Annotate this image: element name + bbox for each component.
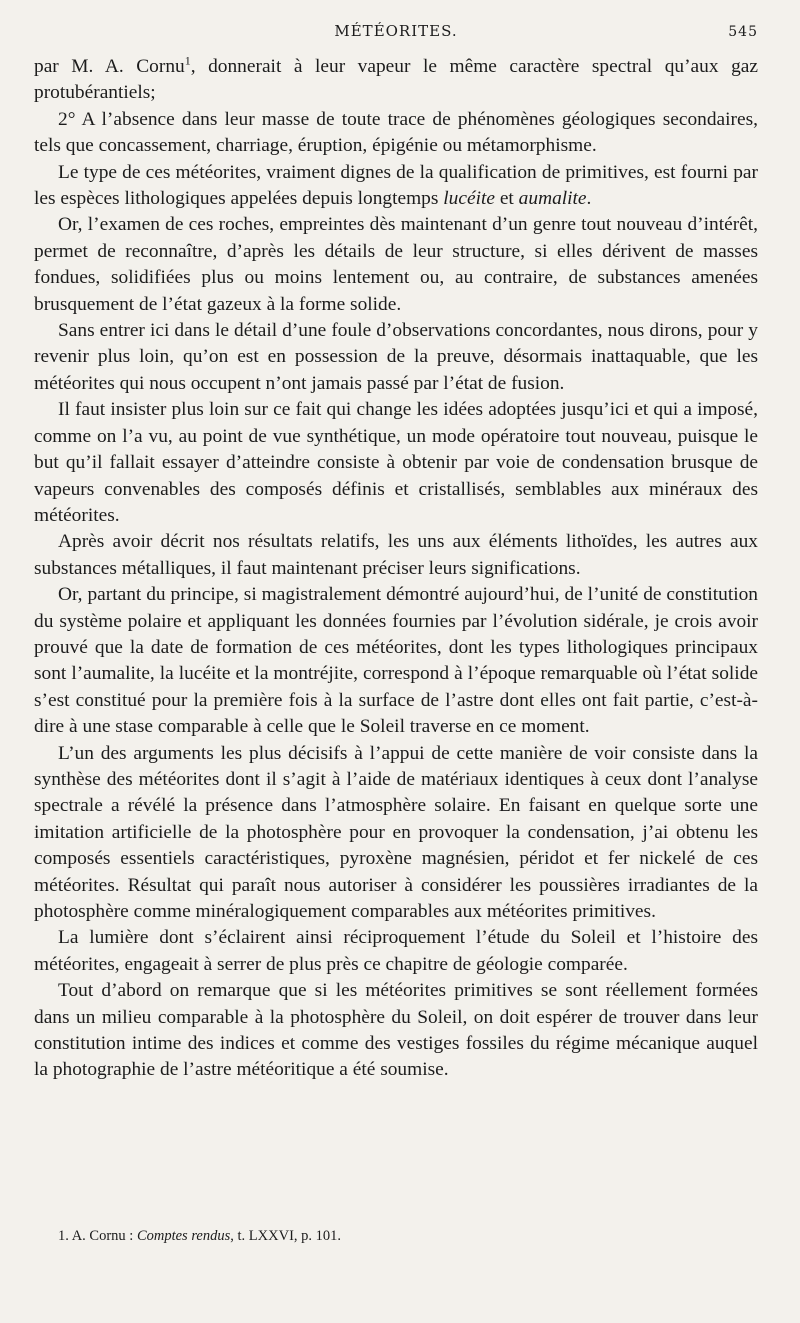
paragraph-text: La lumière dont s’éclairent ainsi réciproquement l’étude du Soleil et l’histoire des météorites, engageait à serrer de plus près ce chapitre de géologie comparée. <box>34 927 758 975</box>
footnote-author: A. Cornu : <box>71 1228 134 1244</box>
paragraph <box>34 54 758 107</box>
paragraph-text: . <box>586 188 592 210</box>
paragraph <box>34 741 758 926</box>
paragraph-text: Or, l’examen de ces roches, empreintes dès maintenant d’un genre tout nouveau d’intérêt, permet de reconnaître, d’après les détails de leur structure, si elles dérivent de masses fondues, solidifiées plus ou moins lentement ou, au contraire, de substances amenées brusquement de l’état gazeux à la forme solide. <box>34 214 758 315</box>
italic-term: lucéite <box>443 188 495 210</box>
paragraph <box>34 397 758 529</box>
body-text <box>34 54 758 1084</box>
footnote <box>34 1228 758 1245</box>
paragraph <box>34 529 758 582</box>
footnote-number: 1. <box>58 1228 69 1244</box>
paragraph-text: Après avoir décrit nos résultats relatifs, les uns aux éléments lithoïdes, les autres aux substances métalliques, il faut maintenant préciser leurs significations. <box>34 531 758 579</box>
paragraph-text: par M. A. Cornu <box>34 56 185 77</box>
paragraph-text: Or, partant du principe, si magistralement démontré aujourd’hui, de l’unité de constitution du système polaire et appliquant les données fournies par l’évolution sidérale, je crois avoir prouvé que la date de formation de ces météorites, dont les types lithologiques principaux sont l’aumalite, la lucéite et la montréjite, correspond à l’époque remarquable où l’état solide s’est constitué pour la première fois à la surface de l’astre dont elles ont fait partie, c’est-à-dire à une stase comparable à celle que le Soleil traverse en ce moment. <box>34 584 758 738</box>
paragraph-text: L’un des arguments les plus décisifs à l’appui de cette manière de voir consiste dans la synthèse des météorites dont il s’agit à l’aide de matériaux identiques à ceux dont l’analyse spectrale a révélé la présence dans l’atmosphère solaire. En faisant en quelque sorte une imitation artificielle de la photosphère pour en provoquer la condensation, j’ai obtenu les composés essentiels caractéristiques, pyroxène magnésien, péridot et fer nickelé de ces météorites. Résultat qui paraît nous autoriser à considérer les poussières irradiantes de la photosphère comme minéralogiquement comparables aux météorites primitives. <box>34 742 758 922</box>
paragraph-text: Tout d’abord on remarque que si les météorites primitives se sont réellement formées dans un milieu comparable à la photosphère du Soleil, on doit espérer de trouver dans leur constitution intime des indices et comme des vestiges fossiles du régime mécanique auquel la photographie de l’astre météoritique a été soumise. <box>34 980 758 1081</box>
paragraph <box>34 978 758 1084</box>
paragraph-text: Le type de ces météorites, vraiment dignes de la qualification de primitives, est fourni par les espèces lithologiques appelées depuis longtemps <box>34 161 758 210</box>
paragraph <box>34 107 758 160</box>
paragraph <box>34 318 758 397</box>
running-header <box>34 22 758 52</box>
paragraph <box>34 160 758 213</box>
paragraph-text: Sans entrer ici dans le détail d’une foule d’observations concordantes, nous dirons, pour y revenir plus loin, qu’on est en possession de la preuve, désormais inattaquable, que les météorites qui nous occupent n’ont jamais passé par l’état de fusion. <box>34 320 758 394</box>
paragraph <box>34 925 758 978</box>
paragraph-text: 2° A l’absence dans leur masse de toute trace de phénomènes géologiques secondaires, tels que concassement, charriage, éruption, épigénie ou métamorphisme. <box>34 108 758 157</box>
paragraph-text: Il faut insister plus loin sur ce fait qui change les idées adoptées jusqu’ici et qui a imposé, comme on l’a vu, au point de vue synthétique, un mode opératoire tout nouveau, puisque le but qu’il fallait essayer d’atteindre consiste à obtenir par voie de condensation brusque de vapeurs convenables des composés définis et cristallisés, semblables aux minéraux des météorites. <box>34 399 758 526</box>
footnote-marker: 1 <box>184 53 191 68</box>
paragraph <box>34 212 758 318</box>
page-number: 545 <box>728 24 758 40</box>
footnote-reference: , t. LXXVI, p. 101. <box>230 1228 342 1244</box>
paragraph-text: , donnerait à leur vapeur le même caractère spectral qu’aux gaz protubérantiels; <box>34 56 759 104</box>
running-title: MÉTÉORITES. <box>334 22 458 40</box>
italic-term: aumalite <box>518 188 587 210</box>
paragraph <box>34 582 758 740</box>
paragraph-text: et <box>494 188 519 210</box>
footnote-source: Comptes rendus <box>136 1228 231 1244</box>
